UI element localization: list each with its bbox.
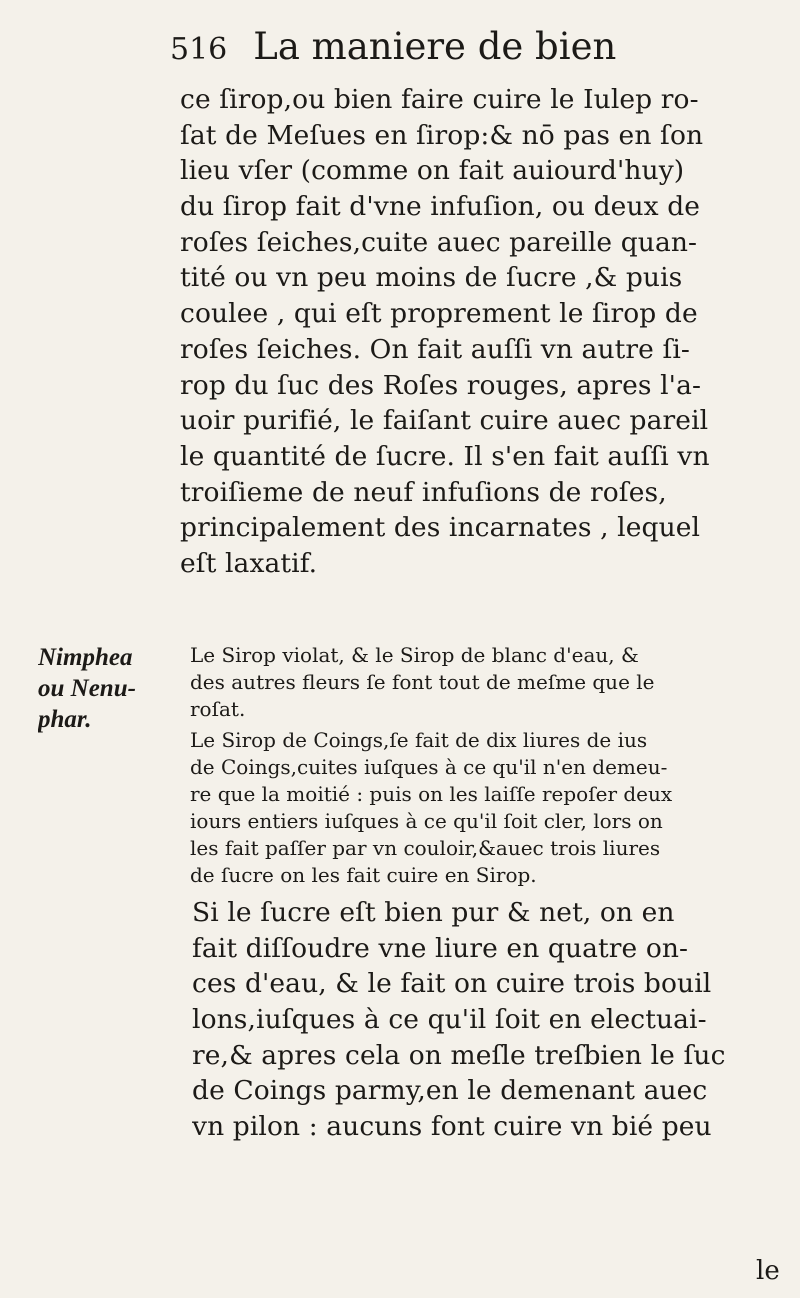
- text-line: troiſieme de neuf infuſions de roſes,: [180, 476, 667, 508]
- text-line: re,& apres cela on meſle treſbien le ſuc: [192, 1039, 726, 1071]
- text-line: ce ſirop,ou bien faire cuire le Iulep ro-: [180, 84, 699, 115]
- text-line: du ſirop fait d'vne infuſion, ou deux de: [180, 191, 701, 223]
- text-line: fait diſſoudre vne liure en quatre on-: [192, 932, 689, 964]
- text-line: de ſucre on les fait cuire en Sirop.: [190, 863, 537, 887]
- margin-note-line: phar.: [38, 706, 92, 733]
- text-line: des autres fleurs ſe font tout de meſme que le: [190, 670, 655, 694]
- paragraph-violet-syrup: [190, 642, 790, 723]
- text-line: vn pilon : aucuns font cuire vn bié peu: [192, 1111, 712, 1143]
- margin-note-line: ou Nenu-: [38, 675, 136, 702]
- text-line: ſat de Meſues en ſirop:& nō pas en ſon: [180, 119, 704, 151]
- text-line: Le Sirop violat, & le Sirop de blanc d'eau, &: [190, 643, 639, 667]
- text-line: ces d'eau, & le fait on cuire trois bouil: [192, 968, 712, 1000]
- paragraph-syrup-of-roses: [180, 82, 780, 582]
- page-header: [170, 22, 730, 75]
- text-line: roſes ſeiches,cuite auec pareille quan-: [180, 226, 698, 258]
- text-line: le quantité de ſucre. Il s'en fait auſſi vn: [180, 440, 710, 472]
- text-line: principalement des incarnates , lequel: [180, 512, 701, 544]
- text-line: de Coings parmy,en le demenant auec: [192, 1075, 708, 1107]
- text-line: rop du ſuc des Roſes rouges, apres l'a-: [180, 369, 702, 401]
- text-line: roſes ſeiches. On fait auſſi vn autre ſi-: [180, 333, 690, 365]
- text-line: lieu vſer (comme on fait auiourd'huy): [180, 155, 685, 187]
- margin-note-line: Nimphea: [38, 644, 133, 671]
- text-line: Si le ſucre eſt bien pur & net, on en: [192, 897, 675, 928]
- text-line: re que la moitié : puis on les laiſſe repoſer deux: [190, 782, 673, 806]
- margin-note: [38, 642, 178, 735]
- running-title: La maniere de bien: [253, 25, 617, 68]
- text-line: eſt laxatif.: [180, 547, 318, 579]
- text-line: de Coings,cuites iuſques à ce qu'il n'en demeu-: [190, 755, 668, 779]
- text-line: roſat.: [190, 697, 246, 721]
- text-line: uoir purifié, le faiſant cuire auec pareil: [180, 405, 709, 437]
- text-line: les fait paſſer par vn couloir,&auec trois liures: [190, 836, 661, 860]
- text-line: Le Sirop de Coings,ſe fait de dix liures de ius: [190, 728, 648, 752]
- text-line: iours entiers iuſques à ce qu'il ſoit cler, lors on: [190, 809, 663, 833]
- text-line: lons,iuſques à ce qu'il ſoit en electuai-: [192, 1004, 707, 1036]
- catchword: le: [756, 1256, 780, 1286]
- page-number: 516: [170, 32, 228, 67]
- text-line: coulee , qui eſt proprement le ſirop de: [180, 298, 698, 330]
- text-line: tité ou vn peu moins de ſucre ,& puis: [180, 262, 683, 294]
- paragraph-quince-syrup: [190, 727, 790, 889]
- paragraph-sugar: [192, 895, 792, 1145]
